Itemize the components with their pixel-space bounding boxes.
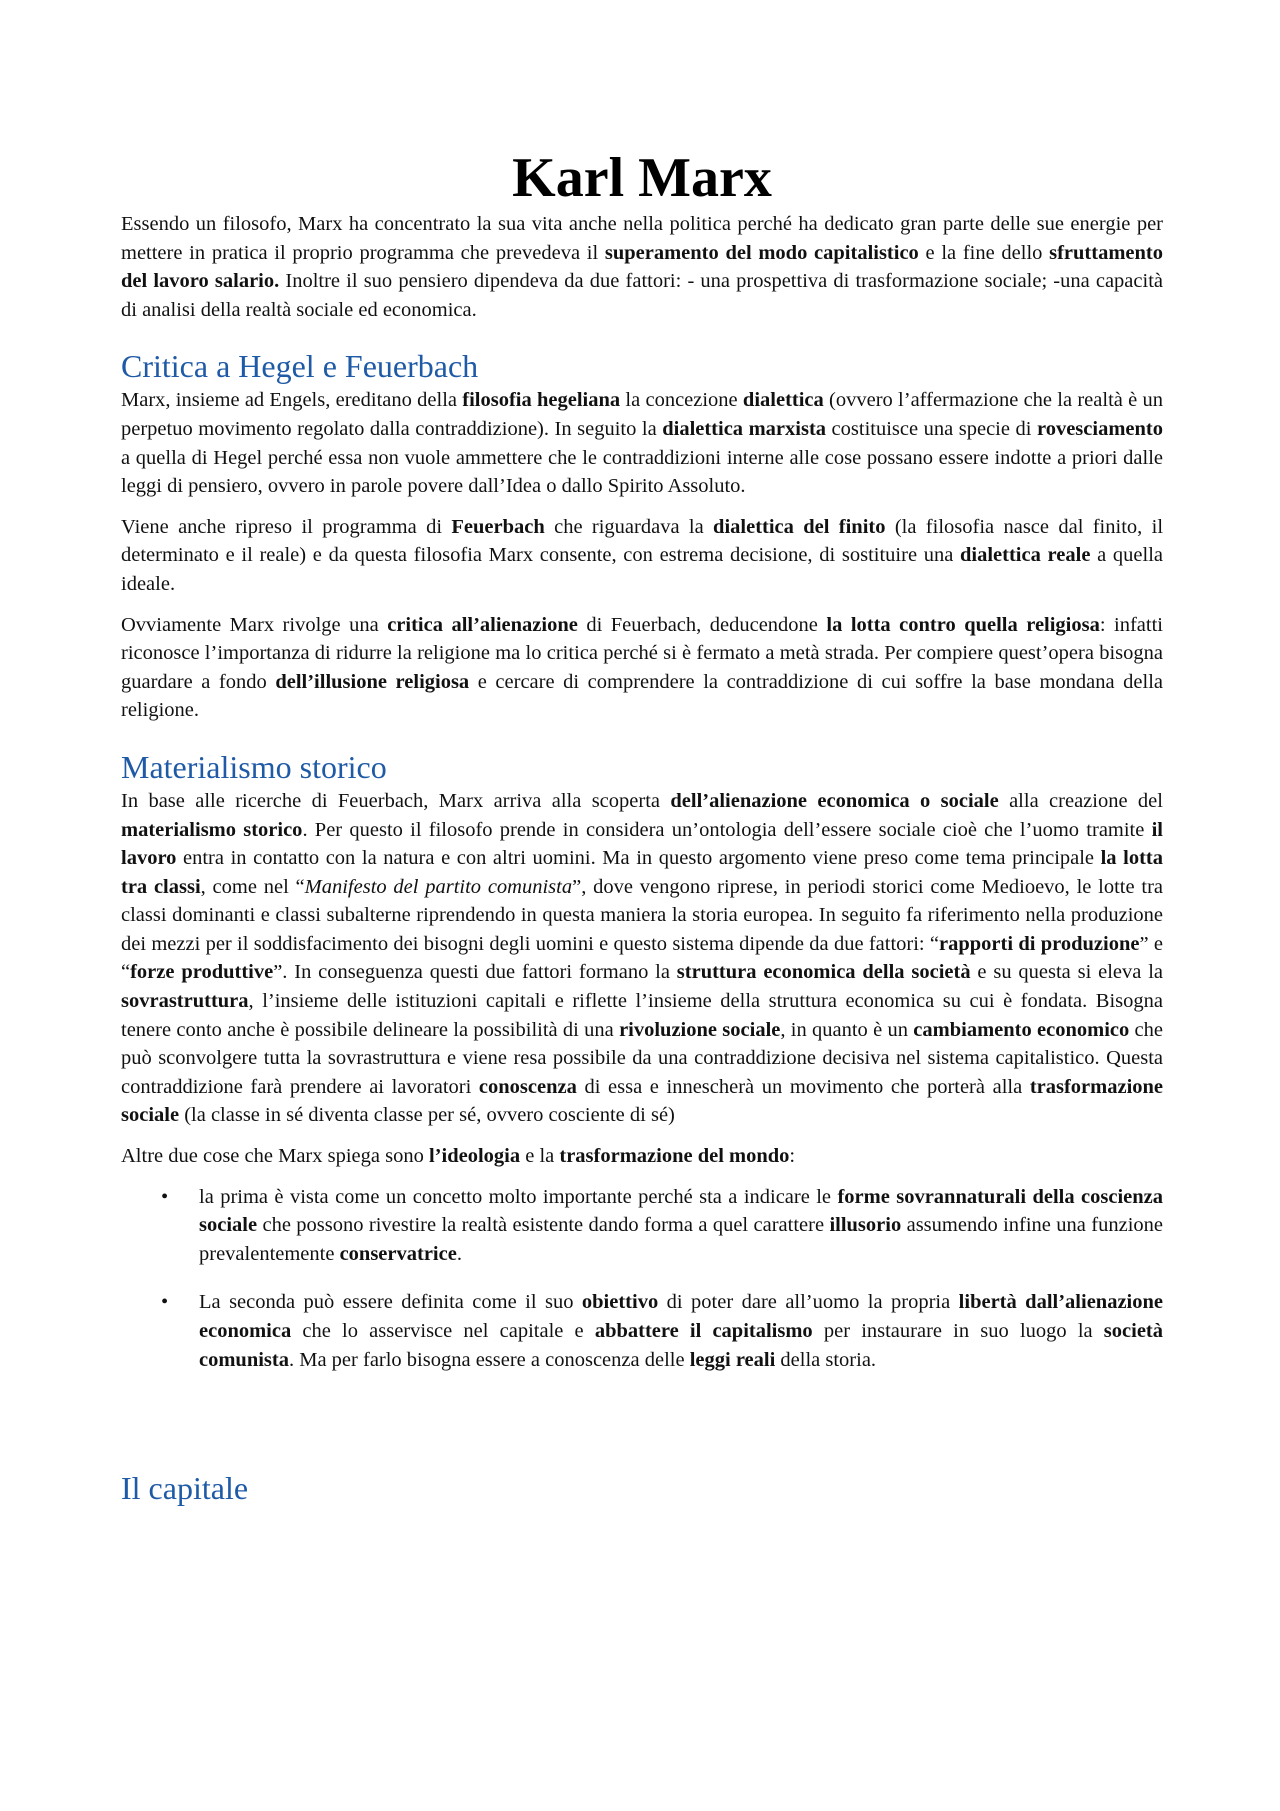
bullet-icon: • bbox=[161, 1185, 169, 1208]
paragraph-critica-2: Viene anche ripreso il programma di Feuerbach che riguardava la dialettica del finito (la filosofia nasce dal finito, il determinato e il reale) e da questa filosofia Marx consente, con estrema decisione, di sostituire una dialettica reale a quella ideale. bbox=[121, 515, 1164, 595]
intro-paragraph: Essendo un filosofo, Marx ha concentrato la sua vita anche nella politica perché ha dedicato gran parte delle sue energie per mettere in pratica il proprio programma che prevedeva il superamento del modo capitalistico e la fine dello sfruttamento del lavoro salario. Inoltre il suo pensiero dipendeva da due fattori: - una prospettiva di trasformazione sociale; -una capacità di analisi della realtà sociale ed economica. bbox=[121, 213, 1163, 321]
document-page bbox=[121, 148, 1163, 1508]
paragraph-critica-1: Marx, insieme ad Engels, ereditano della filosofia hegeliana la concezione dialettica (ovvero l’affermazione che la realtà è un perpetuo movimento regolato dalla contraddizione). In seguito la dialettica marxista costituisce una specie di rovesciamento a quella di Hegel perché essa non vuole ammettere che le contraddizioni interne alle cose possano essere indotte a priori dalle leggi di pensiero, ovvero in parole povere dall’Idea o dallo Spirito Assoluto. bbox=[121, 389, 1163, 498]
section-heading-materialismo: Materialismo storico bbox=[121, 748, 387, 785]
paragraph-materialismo-2: Altre due cose che Marx spiega sono l’ideologia e la trasformazione del mondo: bbox=[121, 1145, 796, 1168]
section-heading-critica: Critica a Hegel e Feuerbach bbox=[121, 348, 479, 385]
paragraph-materialismo-1: In base alle ricerche di Feuerbach, Marx arriva alla scoperta dell’alienazione economica o sociale alla creazione del materialismo storico. Per questo il filosofo prende in considera un’ontologia dell’essere sociale cioè che l’uomo tramite il lavoro entra in contatto con la natura e con altri uomini. Ma in questo argomento viene preso come tema principale la lotta tra classi, come nel “Manifesto del partito comunista”, dove vengono riprese, in periodi storici come Medioevo, le lotte tra classi dominanti e classi subalterne riprendendo in questa maniera la storia europea. In seguito fa riferimento nella produzione dei mezzi per il soddisfacimento dei bisogni degli uomini e questo sistema dipende da due fattori: “rapporti di produzione” e “forze produttive”. In conseguenza questi due fattori formano la struttura economica della società e su questa si eleva la sovrastruttura, l’insieme delle istituzioni capitali e riflette l’insieme della struttura economica su cui è fondata. Bisogna tenere conto anche è possibile delineare la possibilità di una rivoluzione sociale, in quanto è un cambiamento economico che può sconvolgere tutta la sovrastruttura e viene resa possibile da una contraddizione decisiva nel sistema capitalistico. Questa contraddizione farà prendere ai lavoratori conoscenza di essa e innescherà un movimento che porterà alla trasformazione sociale (la classe in sé diventa classe per sé, ovvero cosciente di sé) bbox=[121, 789, 1164, 1127]
paragraph-critica-3: Ovviamente Marx rivolge una critica all’alienazione di Feuerbach, deducendone la lotta contro quella religiosa: infatti riconosce l’importanza di ridurre la religione ma lo critica perché si è fermato a metà strada. Per compiere quest’opera bisogna guardare a fondo dell’illusione religiosa e cercare di comprendere la contraddizione di cui soffre la base mondana della religione. bbox=[121, 613, 1163, 722]
bullet-icon: • bbox=[161, 1291, 169, 1314]
section-heading-capitale: Il capitale bbox=[121, 1470, 249, 1507]
list-item: • la prima è vista come un concetto molto importante perché sta a indicare le forme sovrannaturali della coscienza sociale che possono rivestire la realtà esistente dando forma a quel carattere illusorio assumendo infine una funzione prevalentemente conservatrice. bbox=[121, 1183, 1163, 1269]
page-title: Karl Marx bbox=[512, 147, 772, 209]
bullet-list bbox=[121, 1183, 1163, 1375]
list-item: • La seconda può essere definita come il suo obiettivo di poter dare all’uomo la propria libertà dall’alienazione economica che lo asservisce nel capitale e abbattere il capitalismo per instaurare in suo luogo la società comunista. Ma per farlo bisogna essere a conoscenza delle leggi reali della storia. bbox=[121, 1288, 1163, 1374]
